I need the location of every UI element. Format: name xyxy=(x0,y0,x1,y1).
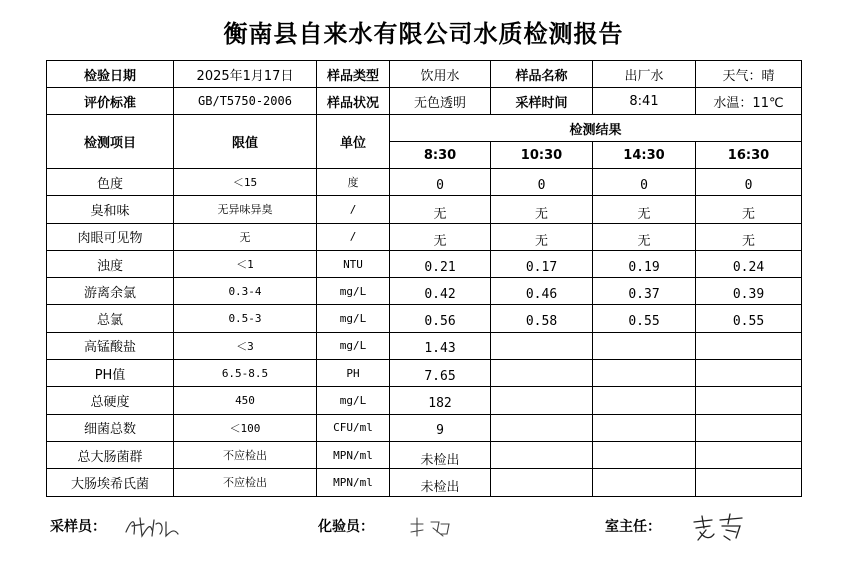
table-row xyxy=(47,441,802,468)
table-row xyxy=(47,360,802,387)
table-row xyxy=(47,332,802,359)
unit-value: mg/L xyxy=(317,332,390,359)
limit-value: ＜3 xyxy=(174,332,317,359)
sample-name-label: 样品名称 xyxy=(491,61,593,88)
result-value: 0 xyxy=(696,169,802,196)
result-value xyxy=(491,441,593,468)
limit-value: 不应检出 xyxy=(174,441,317,468)
standard-label: 评价标准 xyxy=(47,88,174,115)
unit-value: mg/L xyxy=(317,387,390,414)
sample-name-value: 出厂水 xyxy=(593,61,696,88)
result-value xyxy=(696,387,802,414)
item-column-header: 检测项目 xyxy=(47,115,174,169)
result-value: 182 xyxy=(390,387,491,414)
time-header: 8:30 xyxy=(390,142,491,169)
item-name: 臭和味 xyxy=(47,196,174,223)
unit-value: MPN/ml xyxy=(317,441,390,468)
table-row xyxy=(47,387,802,414)
header-row-2 xyxy=(47,88,802,115)
unit-value: / xyxy=(317,196,390,223)
result-value xyxy=(593,441,696,468)
date-value: 2025年1月17日 xyxy=(174,61,317,88)
result-value: 9 xyxy=(390,414,491,441)
result-value xyxy=(491,469,593,496)
result-value: 无 xyxy=(390,196,491,223)
result-value: 0.21 xyxy=(390,250,491,277)
result-value: 未检出 xyxy=(390,441,491,468)
director-signature xyxy=(690,512,748,548)
sampler-label: 采样员： xyxy=(50,519,106,535)
table-row xyxy=(47,305,802,332)
result-value xyxy=(491,414,593,441)
result-value xyxy=(491,332,593,359)
item-name: 总大肠菌群 xyxy=(47,441,174,468)
limit-value: 无 xyxy=(174,223,317,250)
item-name: 游离余氯 xyxy=(47,278,174,305)
results-column-header: 检测结果 xyxy=(390,115,802,142)
header-row-1 xyxy=(47,61,802,88)
item-name: 总硬度 xyxy=(47,387,174,414)
director-label: 室主任： xyxy=(605,519,661,535)
result-value: 无 xyxy=(390,223,491,250)
limit-value: ＜1 xyxy=(174,250,317,277)
unit-value: CFU/ml xyxy=(317,414,390,441)
unit-value: NTU xyxy=(317,250,390,277)
result-value: 7.65 xyxy=(390,360,491,387)
result-value: 0.55 xyxy=(696,305,802,332)
weather: 天气：晴 xyxy=(696,61,802,88)
limit-value: 不应检出 xyxy=(174,469,317,496)
report-title: 衡南县自来水有限公司水质检测报告 xyxy=(223,20,624,48)
sampling-time-label: 采样时间 xyxy=(491,88,593,115)
water-temp: 水温：11℃ xyxy=(696,88,802,115)
table-row xyxy=(47,196,802,223)
time-header: 10:30 xyxy=(491,142,593,169)
result-value xyxy=(696,414,802,441)
result-value xyxy=(593,387,696,414)
result-value xyxy=(491,387,593,414)
unit-value: / xyxy=(317,223,390,250)
unit-value: MPN/ml xyxy=(317,469,390,496)
time-header: 14:30 xyxy=(593,142,696,169)
result-value: 0.56 xyxy=(390,305,491,332)
table-row xyxy=(47,250,802,277)
result-value: 0.19 xyxy=(593,250,696,277)
result-value: 0.55 xyxy=(593,305,696,332)
result-value: 无 xyxy=(696,196,802,223)
result-value xyxy=(696,441,802,468)
result-value: 1.43 xyxy=(390,332,491,359)
result-value: 0.17 xyxy=(491,250,593,277)
limit-column-header: 限值 xyxy=(174,115,317,169)
result-value xyxy=(593,360,696,387)
result-value xyxy=(696,360,802,387)
result-value: 无 xyxy=(491,196,593,223)
result-value: 0.37 xyxy=(593,278,696,305)
standard-value: GB/T5750-2006 xyxy=(174,88,317,115)
sample-state-value: 无色透明 xyxy=(390,88,491,115)
result-value: 无 xyxy=(593,196,696,223)
limit-value: 0.5-3 xyxy=(174,305,317,332)
sampler-signature xyxy=(122,512,182,546)
item-name: 总氯 xyxy=(47,305,174,332)
result-value xyxy=(696,469,802,496)
result-value: 0 xyxy=(390,169,491,196)
result-value xyxy=(491,360,593,387)
unit-value: mg/L xyxy=(317,278,390,305)
table-row xyxy=(47,414,802,441)
result-value: 未检出 xyxy=(390,469,491,496)
limit-value: ＜15 xyxy=(174,169,317,196)
item-name: PH值 xyxy=(47,360,174,387)
unit-value: mg/L xyxy=(317,305,390,332)
result-value: 无 xyxy=(593,223,696,250)
result-value: 0.39 xyxy=(696,278,802,305)
result-value: 0.24 xyxy=(696,250,802,277)
tester-signature xyxy=(405,512,455,546)
unit-value: PH xyxy=(317,360,390,387)
limit-value: ＜100 xyxy=(174,414,317,441)
limit-value: 0.3-4 xyxy=(174,278,317,305)
sample-state-label: 样品状况 xyxy=(317,88,390,115)
time-header: 16:30 xyxy=(696,142,802,169)
sample-type-label: 样品类型 xyxy=(317,61,390,88)
item-name: 细菌总数 xyxy=(47,414,174,441)
sample-type-value: 饮用水 xyxy=(390,61,491,88)
report-table xyxy=(46,60,802,497)
table-row xyxy=(47,169,802,196)
result-value: 0 xyxy=(593,169,696,196)
result-value: 无 xyxy=(696,223,802,250)
unit-value: 度 xyxy=(317,169,390,196)
limit-value: 6.5-8.5 xyxy=(174,360,317,387)
item-name: 浊度 xyxy=(47,250,174,277)
result-value: 0.58 xyxy=(491,305,593,332)
limit-value: 450 xyxy=(174,387,317,414)
table-row xyxy=(47,223,802,250)
item-name: 高锰酸盐 xyxy=(47,332,174,359)
limit-value: 无异味异臭 xyxy=(174,196,317,223)
column-header-row xyxy=(47,115,802,142)
result-value xyxy=(696,332,802,359)
item-name: 大肠埃希氏菌 xyxy=(47,469,174,496)
result-value: 0 xyxy=(491,169,593,196)
tester-label: 化验员： xyxy=(318,519,374,535)
unit-column-header: 单位 xyxy=(317,115,390,169)
table-row xyxy=(47,469,802,496)
result-value: 无 xyxy=(491,223,593,250)
sampling-time-value: 8:41 xyxy=(593,88,696,115)
date-label: 检验日期 xyxy=(47,61,174,88)
result-value: 0.42 xyxy=(390,278,491,305)
item-name: 肉眼可见物 xyxy=(47,223,174,250)
result-value xyxy=(593,332,696,359)
result-value: 0.46 xyxy=(491,278,593,305)
result-value xyxy=(593,469,696,496)
item-name: 色度 xyxy=(47,169,174,196)
result-value xyxy=(593,414,696,441)
table-row xyxy=(47,278,802,305)
